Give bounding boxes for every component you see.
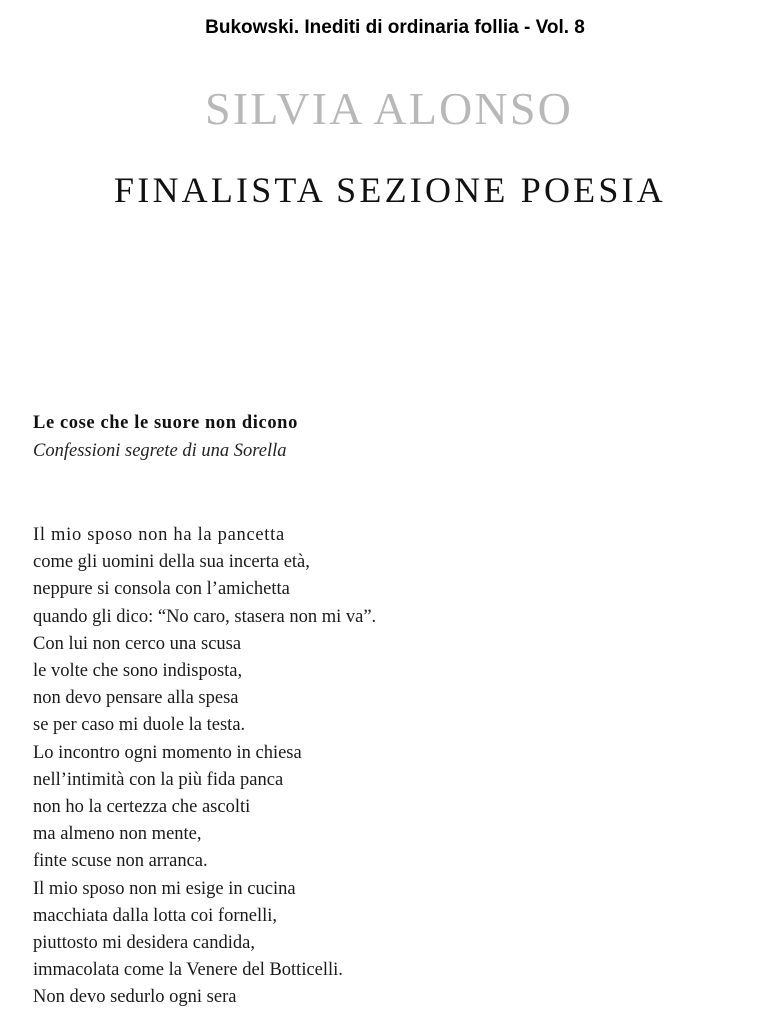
poem-line: quando gli dico: “No caro, stasera non mi va”. bbox=[33, 606, 377, 627]
poem-line: Non devo sedurlo ogni sera bbox=[33, 987, 237, 1008]
author-name: SILVIA ALONSO bbox=[204, 83, 574, 134]
poem-line: Il mio sposo non ha la pancetta bbox=[33, 525, 285, 545]
poem-line: neppure si consola con l’amichetta bbox=[33, 579, 290, 600]
poem-body bbox=[33, 522, 376, 1012]
poem-subtitle: Confessioni segrete di una Sorella bbox=[33, 441, 287, 461]
section-title: FINALISTA SEZIONE POESIA bbox=[114, 170, 666, 210]
poem-line: immacolata come la Venere del Botticelli. bbox=[33, 960, 343, 981]
poem-line: Lo incontro ogni momento in chiesa bbox=[33, 742, 302, 763]
poem-line: piuttosto mi desidera candida, bbox=[33, 933, 255, 954]
poem-line: non devo pensare alla spesa bbox=[33, 688, 239, 709]
poem-title: Le cose che le suore non dicono bbox=[33, 413, 298, 433]
poem-line: come gli uomini della sua incerta età, bbox=[33, 552, 310, 573]
running-header: Bukowski. Inediti di ordinaria follia - Vol. 8 bbox=[205, 17, 585, 38]
poem-line: ma almeno non mente, bbox=[33, 824, 202, 845]
poem-line: non ho la certezza che ascolti bbox=[33, 797, 251, 818]
poem-line: Con lui non cerco una scusa bbox=[33, 633, 242, 654]
poem-line: finte scuse non arranca. bbox=[33, 851, 208, 872]
poem-line: nell’intimità con la più fida panca bbox=[33, 769, 284, 790]
poem-line: Il mio sposo non mi esige in cucina bbox=[33, 878, 296, 899]
poem-line: macchiata dalla lotta coi fornelli, bbox=[33, 905, 277, 926]
poem-line: se per caso mi duole la testa. bbox=[33, 715, 246, 736]
poem-line: le volte che sono indisposta, bbox=[33, 661, 243, 682]
